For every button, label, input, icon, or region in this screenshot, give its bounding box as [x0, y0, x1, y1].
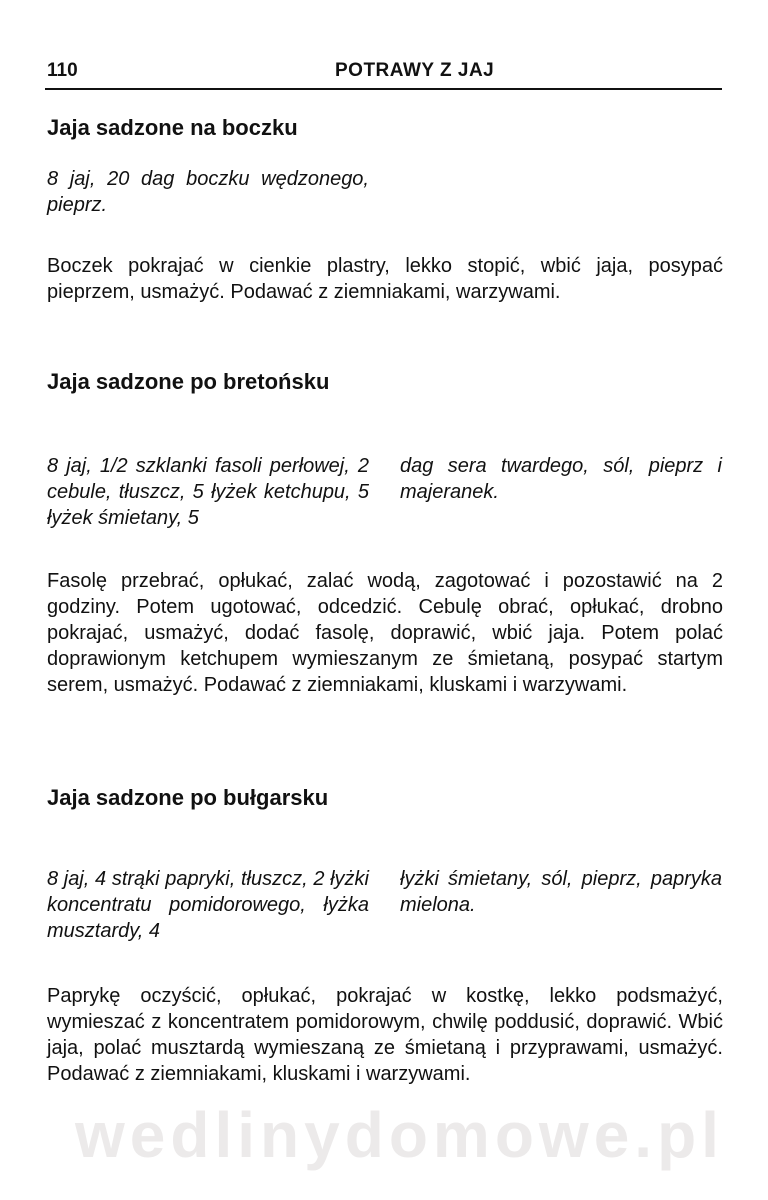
recipe-ingredients: 8 jaj, 1/2 szklanki fasoli perłowej, 2 cebule, tłuszcz, 5 łyżek ketchupu, 5 łyżek śmietany, 5	[47, 455, 369, 529]
recipe-title: Jaja sadzone po bułgarsku	[47, 785, 329, 810]
page-header	[45, 58, 722, 90]
watermark: wedlinydomowe.pl	[75, 1099, 724, 1171]
recipe-ingredients-continued: łyżki śmietany, sól, pieprz, papryka mielona.	[400, 868, 722, 916]
recipe-title: Jaja sadzone po bretońsku	[47, 369, 330, 394]
recipe-ingredients-continued: dag sera twardego, sól, pieprz i majeranek.	[400, 455, 722, 503]
recipe-title: Jaja sadzone na boczku	[47, 115, 298, 140]
recipe-ingredients: 8 jaj, 4 strąki papryki, tłuszcz, 2 łyżki koncentratu pomidorowego, łyżka musztardy, 4	[47, 868, 369, 942]
page-number: 110	[47, 60, 78, 81]
recipe-instructions: Fasolę przebrać, opłukać, zalać wodą, zagotować i pozostawić na 2 godziny. Potem ugotować, odcedzić. Cebulę obrać, opłukać, drobno pokrajać, usmażyć, dodać fasolę, doprawić, wbić jaja. Potem polać doprawionym ketchupem wymieszanym ze śmietaną, posypać startym serem, usmażyć. Podawać z ziemniakami, kluskami i warzywami.	[47, 570, 723, 696]
recipe-instructions: Boczek pokrajać w cienkie plastry, lekko stopić, wbić jaja, posypać pieprzem, usmażyć. Podawać z ziemniakami, warzywami.	[47, 255, 723, 303]
recipe-instructions: Paprykę oczyścić, opłukać, pokrajać w kostkę, lekko podsmażyć, wymieszać z koncentratem pomidorowym, chwilę poddusić, doprawić. Wbić jaja, polać musztardą wymieszaną ze śmietaną i przyprawami, usmażyć. Podawać z ziemniakami, kluskami i warzywami.	[47, 985, 723, 1085]
recipe-ingredients: 8 jaj, 20 dag boczku wędzonego, pieprz.	[47, 168, 369, 216]
running-title: POTRAWY Z JAJ	[335, 60, 495, 81]
